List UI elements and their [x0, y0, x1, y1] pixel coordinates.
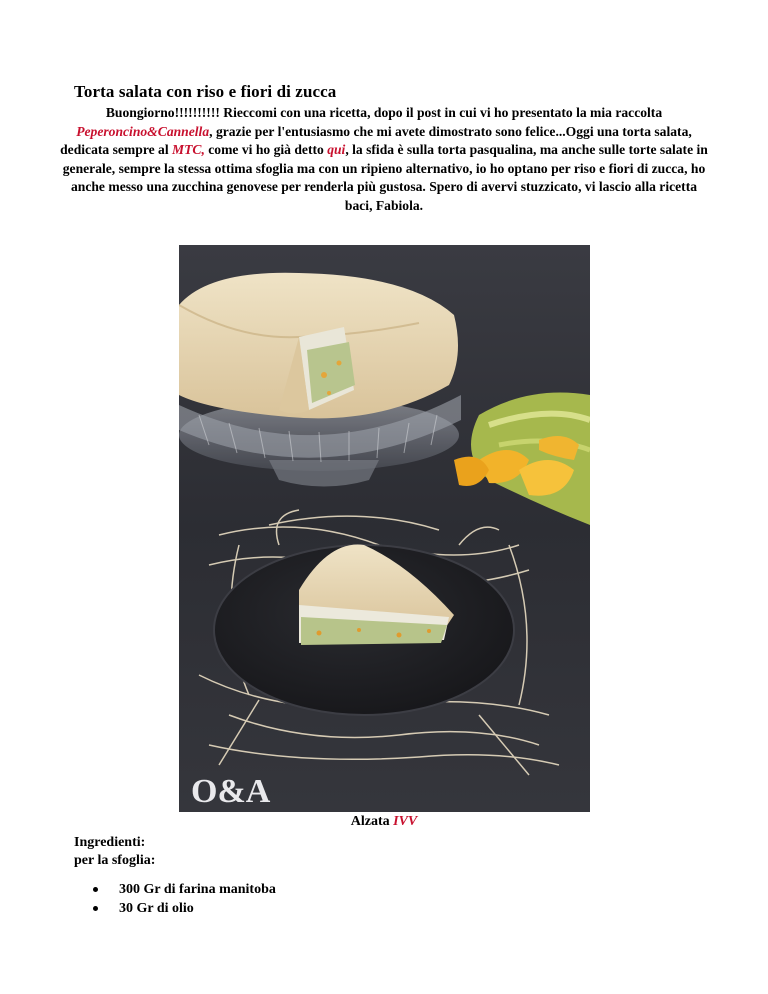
recipe-photo — [179, 245, 590, 812]
intro-text-3: come vi ho già detto — [204, 142, 328, 158]
caption-text: Alzata — [350, 814, 394, 829]
intro-text-1: Buongiorno!!!!!!!!!! Rieccomi con una ricetta, dopo il post in cui vi ho presentato la mia raccolta — [105, 105, 663, 120]
watermark-logo: O&A — [191, 773, 271, 810]
ingredient-list — [74, 880, 276, 918]
bullet-icon — [93, 906, 98, 911]
list-item: 300 Gr di farina manitoba — [74, 880, 276, 899]
intro-text-2: , grazie per l'entusiasmo che mi avete dimostrato sono felice...Oggi una torta salata, dedicata sempre al — [60, 123, 692, 158]
bullet-icon — [93, 887, 98, 892]
list-item: 30 Gr di olio — [74, 899, 276, 918]
qui-link[interactable]: qui — [327, 142, 346, 158]
mtc-link[interactable]: MTC, — [172, 142, 205, 158]
ivv-link[interactable]: IVV — [393, 814, 418, 829]
photo-caption — [0, 814, 768, 830]
intro-paragraph — [60, 104, 708, 216]
ingredients-header — [74, 834, 155, 870]
intro-text-4: , la sfida è sulla torta pasqualina, ma anche sulle torte salate in generale, sempre la stessa ottima sfoglia ma con un ripieno alternativo, io ho optano per riso e fiori di zucca, ho anche messo una zucchina genovese per renderla più gustosa. Spero di avervi stuzzicato, vi lascio alla ricetta baci, Fabiola. — [62, 142, 708, 213]
ingredients-heading: Ingredienti: — [74, 835, 146, 850]
sfoglia-subheading: per la sfoglia: — [74, 853, 156, 868]
peperoncino-cannella-link[interactable]: Peperoncino&Cannella — [76, 123, 210, 139]
whole-pie — [179, 273, 458, 419]
post-title: Torta salata con riso e fiori di zucca — [74, 82, 337, 101]
